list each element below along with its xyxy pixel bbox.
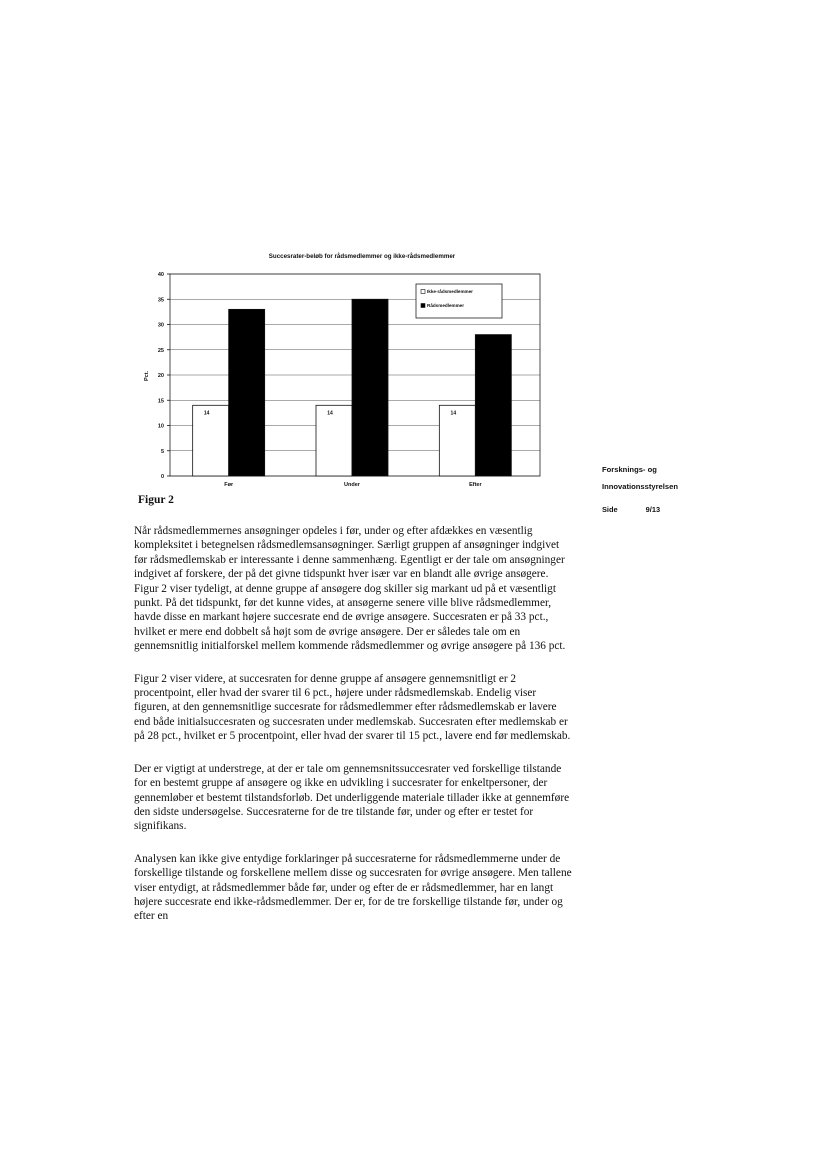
y-tick-label: 10	[157, 423, 164, 430]
page-number: 9/13	[645, 505, 661, 514]
paragraph-4: Analysen kan ikke give entydige forklaringer på succesraterne for rådsmedlemmerne under de forskellige tilstande og forskellene mellem disse og succesraten for øvrige ansøgere. Men tallene viser entydigt, at rådsmedlemmer både før, under og efter de er rådsmedlemmer, har en langt højere succesrate end ikke-rådsmedlemmer. Der er, for de tre forskellige tilstande før, under og efter en	[134, 852, 572, 923]
x-tick-label: Før	[224, 482, 234, 488]
legend-swatch	[421, 304, 425, 308]
chart-bars	[193, 299, 512, 476]
page-label: Side	[602, 505, 618, 514]
y-axis	[158, 272, 170, 480]
body-text	[134, 524, 574, 942]
bar-raadsmedlemmer	[229, 309, 265, 476]
bar-raadsmedlemmer	[352, 299, 388, 476]
legend-swatch	[421, 290, 425, 294]
bar-raadsmedlemmer	[475, 335, 511, 476]
bar-data-label: 14	[327, 410, 333, 417]
x-tick-label: Under	[344, 482, 360, 488]
x-axis	[224, 482, 482, 488]
y-tick-label: 30	[157, 322, 164, 329]
organization-line-2: Innovationsstyrelsen	[602, 482, 678, 491]
paragraph-3: Der er vigtigt at understrege, at der er tale om gennemsnitssuccesrater ved forskellige tilstande for en bestemt gruppe af ansøgere og ikke en udvikling i succesrater for enkeltpersoner, der gennemløber et bestemt tilstandsforløb. Det underliggende materiale tillader ikke at gennemføre den sidste undersøgelse. Succesraterne for de tre tilstande før, under og efter er testet for signifikans.	[134, 762, 570, 833]
y-tick-label: 0	[160, 474, 164, 480]
paragraph-1: Når rådsmedlemmernes ansøgninger opdeles i før, under og efter afdækkes en væsentlig kompleksitet i betegnelsen rådsmedlemsansøgninger. Særligt gruppen af ansøgninger indgivet før rådsmedlemskab er interessante i denne sammenhæng. Egentligt er der tale om ansøgninger indgivet af forskere, der på det givne tidspunkt hver især var en blandt alle øvrige ansøgere. Figur 2 viser tydeligt, at denne gruppe af ansøgere dog skiller sig markant ud på et væsentligt punkt. På det tidspunkt, før det kunne vides, at ansøgerne senere ville blive rådsmedlemmer, havde disse en markant højere succesrate end de øvrige ansøgere. Succesraten er på 33 pct., hvilket er mere end dobbelt så højt som de øvrige ansøgere. Der er således tale om en gennemsnitlig initialforskel mellem kommende rådsmedlemmer og øvrige ansøgere på 136 pct.	[134, 525, 566, 653]
y-tick-label: 20	[157, 373, 164, 379]
paragraph-2: Figur 2 viser videre, at succesraten for denne gruppe af ansøgere gennemsnitligt er 2 procentpoint, eller hvad der svarer til 6 pct., højere under rådsmedlemskab. Endelig viser figuren, at den gennemsnitlige succesrate for rådsmedlemmer efter rådsmedlemskab er lavere end både initialsuccesraten og succesraten under medlemskab. Succesraten efter medlemskab er på 28 pct., hvilket er 5 procentpoint, eller hvad der svarer til 15 pct., lavere end før medlemskab.	[134, 672, 571, 743]
bar-ikke-raadsmedlemmer	[316, 405, 352, 476]
legend-entry: Ikke-rådsmedlemmer	[427, 289, 473, 294]
chart-title: Succesrater-beløb for rådsmedlemmer og ikke-rådsmedlemmer	[268, 253, 456, 260]
bar-data-label: 14	[450, 410, 457, 417]
y-tick-label: 40	[157, 272, 164, 278]
bar-chart	[138, 246, 550, 490]
chart-legend	[416, 284, 502, 318]
y-tick-label: 5	[160, 448, 164, 455]
page-indicator	[602, 505, 660, 514]
organization-line-1: Forsknings- og	[602, 465, 657, 474]
organization-name	[602, 461, 722, 495]
y-tick-label: 15	[157, 398, 164, 405]
y-axis-label: Pct.	[144, 370, 150, 382]
bar-data-label: 14	[203, 410, 210, 417]
y-tick-label: 25	[157, 347, 164, 354]
bar-ikke-raadsmedlemmer	[439, 405, 475, 476]
legend-entry: Rådsmedlemmer	[427, 303, 465, 308]
bar-ikke-raadsmedlemmer	[193, 405, 229, 476]
figure-label: Figur 2	[138, 494, 174, 506]
y-tick-label: 35	[157, 297, 164, 304]
x-tick-label: Efter	[469, 482, 482, 488]
